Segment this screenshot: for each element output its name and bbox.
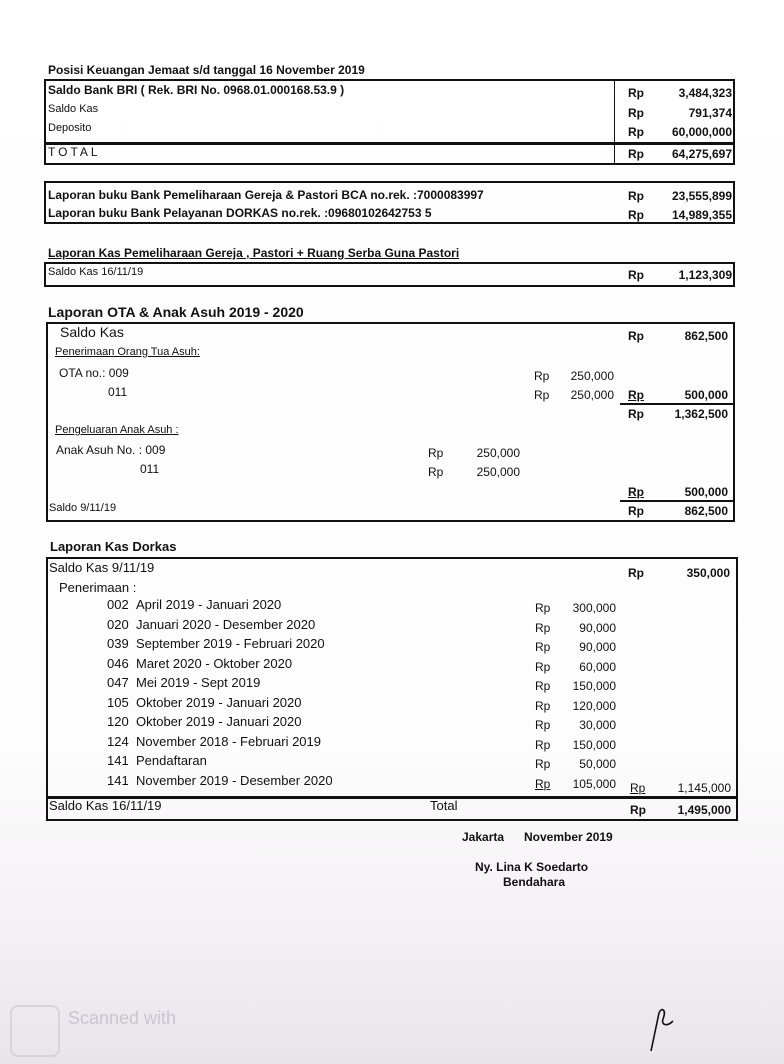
subtotal-rule [620, 403, 734, 405]
penerimaan-heading: Penerimaan Orang Tua Asuh: [55, 346, 200, 358]
currency: Rp [628, 86, 644, 100]
amount: 60,000,000 [671, 125, 732, 139]
item-description: Pendaftaran [136, 753, 207, 768]
total-amount: 64,275,697 [671, 147, 732, 161]
item-number: 039 [107, 636, 129, 651]
amount: 120,000 [572, 699, 616, 713]
amount: 250,000 [570, 369, 614, 383]
item-description: September 2019 - Februari 2020 [136, 636, 325, 651]
amount: 300,000 [572, 601, 616, 615]
section1-title: Posisi Keuangan Jemaat s/d tanggal 16 November 2019 [48, 63, 365, 77]
amount: 3,484,323 [678, 86, 732, 100]
amount: 1,145,000 [677, 781, 731, 795]
currency: Rp [535, 718, 551, 732]
currency: Rp [628, 485, 644, 499]
saldo-label: Saldo 9/11/19 [49, 502, 117, 514]
item-number: 124 [107, 734, 129, 749]
total-label: Total [430, 798, 458, 813]
ota-label: OTA no.: 009 [59, 366, 129, 380]
currency: Rp [628, 147, 644, 161]
currency: Rp [535, 679, 551, 693]
currency: Rp [628, 106, 644, 120]
amount: 1,362,500 [674, 407, 728, 421]
amount: 862,500 [684, 329, 728, 343]
amount: 105,000 [572, 777, 616, 791]
currency: Rp [628, 268, 644, 282]
section1-divider [614, 80, 615, 164]
currency: Rp [534, 369, 550, 383]
saldo-akhir-label: Saldo Kas 16/11/19 [49, 798, 162, 813]
scanned-watermark: Scanned with [68, 1008, 177, 1028]
item-number: 105 [107, 695, 129, 710]
amount: 60,000 [579, 660, 616, 674]
signature-date: November 2019 [524, 830, 613, 844]
currency: Rp [628, 566, 644, 580]
item-description: Januari 2020 - Desember 2020 [136, 617, 316, 632]
currency: Rp [428, 446, 444, 460]
bank-report-label: Laporan buku Bank Pelayanan DORKAS no.rek. :09680102642753 5 [48, 206, 432, 220]
currency: Rp [628, 388, 644, 402]
amount: 250,000 [570, 388, 614, 402]
bank-report-label: Laporan buku Bank Pemeliharaan Gereja & Pastori BCA no.rek. :7000083997 [48, 188, 484, 202]
section4-title: Laporan OTA & Anak Asuh 2019 - 2020 [48, 304, 304, 320]
amount: 150,000 [572, 679, 616, 693]
currency: Rp [628, 407, 644, 421]
scanner-app-icon [10, 1005, 60, 1057]
amount: 862,500 [684, 504, 728, 518]
currency: Rp [534, 388, 550, 402]
currency: Rp [628, 208, 644, 222]
currency: Rp [535, 757, 551, 771]
currency: Rp [535, 699, 551, 713]
item-description: April 2019 - Januari 2020 [136, 597, 282, 612]
amount: 50,000 [579, 757, 616, 771]
amount: 1,495,000 [677, 803, 731, 817]
currency: Rp [628, 329, 644, 343]
currency: Rp [628, 504, 644, 518]
pengeluaran-heading: Pengeluaran Anak Asuh : [55, 424, 179, 436]
item-number: 046 [107, 656, 129, 671]
currency: Rp [535, 601, 551, 615]
item-description: November 2018 - Februari 2019 [136, 734, 321, 749]
amount: 14,989,355 [671, 208, 732, 222]
currency: Rp [428, 465, 444, 479]
item-description: Oktober 2019 - Januari 2020 [136, 714, 302, 729]
amount: 30,000 [579, 718, 616, 732]
currency: Rp [535, 660, 551, 674]
penerimaan-heading: Penerimaan : [59, 580, 137, 595]
item-number: 002 [107, 597, 129, 612]
section1-row-label: Deposito [48, 122, 92, 134]
item-description: Oktober 2019 - Januari 2020 [136, 695, 302, 710]
amount: 350,000 [686, 566, 730, 580]
amount: 250,000 [476, 446, 520, 460]
item-description: Maret 2020 - Oktober 2020 [136, 656, 293, 671]
amount: 500,000 [684, 388, 728, 402]
currency: Rp [628, 189, 644, 203]
item-description: Mei 2019 - Sept 2019 [136, 675, 261, 690]
ota-label: 011 [108, 385, 128, 399]
signature-scribble-icon [645, 1005, 685, 1055]
saldo-awal-label: Saldo Kas 9/11/19 [49, 560, 155, 575]
saldo-kas-label: Saldo Kas [60, 324, 124, 340]
amount: 90,000 [579, 640, 616, 654]
currency: Rp [628, 125, 644, 139]
currency: Rp [630, 803, 646, 817]
amount: 23,555,899 [671, 189, 732, 203]
item-number: 141 [107, 753, 129, 768]
signatory-name: Ny. Lina K Soedarto [475, 860, 589, 874]
section5-title: Laporan Kas Dorkas [50, 539, 177, 554]
currency: Rp [535, 738, 551, 752]
anak-asuh-label: Anak Asuh No. : 009 [56, 443, 166, 457]
item-description: November 2019 - Desember 2020 [136, 773, 333, 788]
item-number: 020 [107, 617, 129, 632]
signature-place: Jakarta [462, 830, 505, 844]
currency: Rp [535, 621, 551, 635]
section1-row-label: Saldo Kas [48, 103, 99, 115]
section1-total-label: TOTAL [48, 145, 101, 159]
amount: 791,374 [688, 106, 732, 120]
item-number: 141 [107, 773, 129, 788]
amount: 150,000 [572, 738, 616, 752]
item-number: 120 [107, 714, 129, 729]
saldo-kas-label: Saldo Kas 16/11/19 [48, 266, 144, 278]
section1-total-rule [45, 142, 734, 145]
amount: 500,000 [684, 485, 728, 499]
amount: 90,000 [579, 621, 616, 635]
currency: Rp [535, 640, 551, 654]
currency: Rp [535, 777, 551, 791]
section1-row-label: Saldo Bank BRI ( Rek. BRI No. 0968.01.000168.53.9 ) [48, 83, 345, 97]
signatory-role: Bendahara [503, 875, 566, 889]
item-number: 047 [107, 675, 129, 690]
amount: 250,000 [476, 465, 520, 479]
section3-title: Laporan Kas Pemeliharaan Gereja , Pastori + Ruang Serba Guna Pastori [48, 246, 460, 260]
amount: 1,123,309 [678, 268, 732, 282]
subtotal-rule [620, 500, 734, 502]
anak-asuh-label: 011 [140, 462, 160, 476]
currency: Rp [630, 781, 646, 795]
